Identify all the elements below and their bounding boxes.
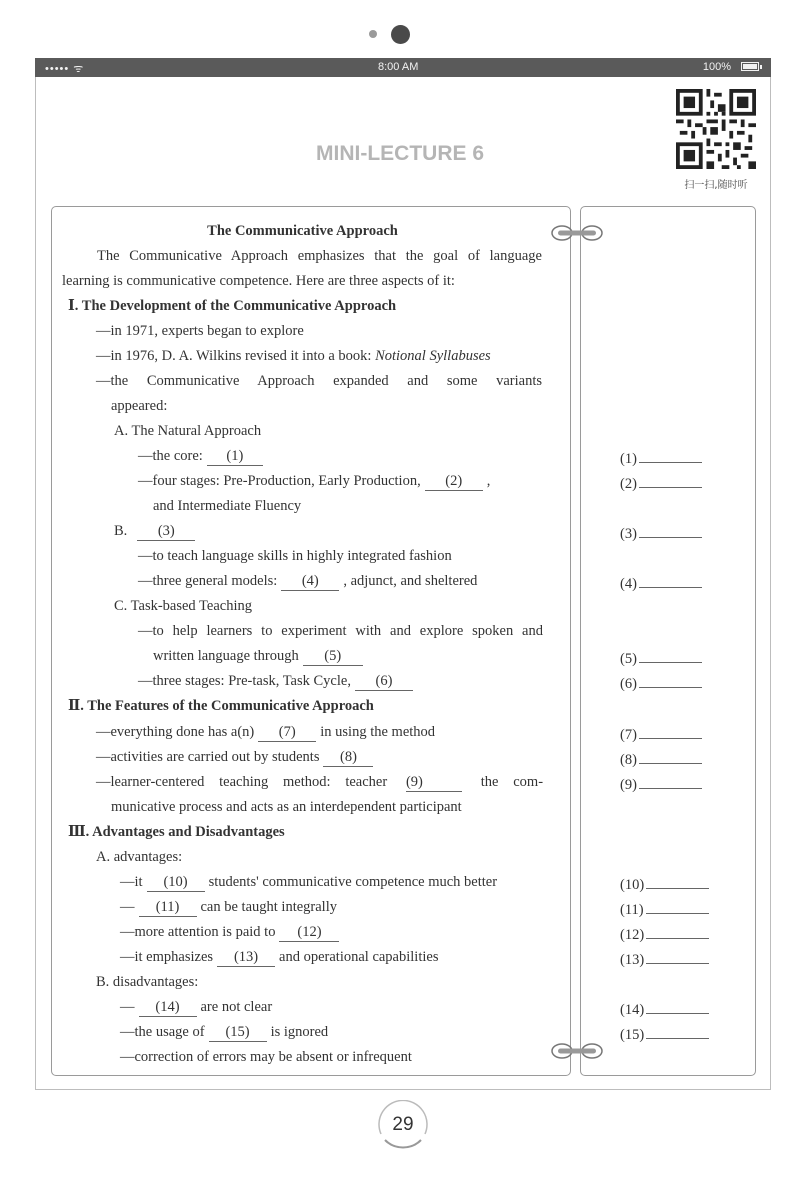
answer-line[interactable] [639, 724, 702, 739]
note-line [120, 923, 343, 942]
page-number: 29 [392, 1114, 414, 1135]
blank-12: (12) [279, 923, 339, 942]
answer-line[interactable] [646, 1024, 709, 1039]
note-text: students' communicative competence much better [208, 874, 498, 890]
note-text: —in 1976, D. A. Wilkins revised it into a book: [96, 348, 376, 364]
answer-slot[interactable] [620, 924, 709, 944]
answer-number: (14) [620, 1002, 645, 1018]
answer-number: (1) [620, 451, 637, 467]
blank-10: (10) [147, 873, 205, 892]
answer-slot[interactable] [620, 448, 702, 468]
note-line [138, 572, 477, 591]
answer-slot[interactable] [620, 999, 709, 1019]
answer-number: (15) [620, 1027, 645, 1043]
answer-line[interactable] [646, 874, 709, 889]
answer-number: (7) [620, 727, 637, 743]
blank-1: (1) [207, 447, 263, 466]
note-line [96, 723, 435, 742]
note-line: —the Communicative Approach expanded and some variants [96, 373, 542, 389]
note-line [138, 672, 417, 691]
subheading: B. disadvantages: [96, 974, 199, 990]
answer-slot[interactable] [620, 949, 709, 969]
section-number: Ⅰ. [68, 298, 79, 314]
note-text: —learner-centered teaching method: teacher [96, 774, 388, 790]
subheading: A. The Natural Approach [114, 423, 262, 439]
blank-8: (8) [323, 748, 373, 767]
note-text: in using the method [320, 724, 436, 740]
answer-line[interactable] [639, 774, 702, 789]
answer-number: (8) [620, 752, 637, 768]
note-text: —it emphasizes [120, 949, 214, 965]
note-text: —three stages: Pre-task, Task Cycle, [138, 673, 351, 689]
note-line: and Intermediate Fluency [153, 498, 302, 514]
answer-slot[interactable] [620, 774, 702, 794]
answer-number: (9) [620, 777, 637, 793]
answer-number: (10) [620, 877, 645, 893]
answer-line[interactable] [646, 999, 709, 1014]
note-text: —more attention is paid to [120, 924, 276, 940]
answer-slot[interactable] [620, 724, 702, 744]
note-text: —activities are carried out by students [96, 749, 320, 765]
lecture-title: The Communicative Approach [207, 223, 398, 239]
note-line [138, 472, 490, 491]
blank-9: (9) [406, 773, 462, 792]
camera-dot-small [369, 30, 377, 38]
answer-line[interactable] [646, 924, 709, 939]
answer-number: (2) [620, 476, 637, 492]
answer-number: (13) [620, 952, 645, 968]
note-text: —the core: [138, 448, 203, 464]
battery-icon [741, 62, 759, 71]
answer-slot[interactable] [620, 523, 702, 543]
blank-15: (15) [209, 1023, 267, 1042]
answer-slot[interactable] [620, 473, 702, 493]
note-text: is ignored [270, 1024, 329, 1040]
note-text: , [486, 473, 491, 489]
section-title: Advantages and Disadvantages [92, 824, 285, 840]
answer-number: (5) [620, 651, 637, 667]
note-line [96, 748, 377, 767]
subheading [114, 522, 199, 541]
blank-2: (2) [425, 472, 483, 491]
note-text: written language through [153, 648, 299, 664]
section-title: The Features of the Communicative Approach [87, 698, 374, 714]
note-line [120, 998, 272, 1017]
answer-slot[interactable] [620, 648, 702, 668]
page-title: MINI-LECTURE 6 [316, 142, 484, 165]
note-line [138, 447, 267, 466]
battery-percent: 100% [702, 61, 731, 73]
blank-11: (11) [139, 898, 197, 917]
note-line: —to teach language skills in highly integrated fashion [138, 548, 452, 564]
note-text: are not clear [200, 999, 273, 1015]
blank-14: (14) [139, 998, 197, 1017]
answer-slot[interactable] [620, 573, 702, 593]
answer-line[interactable] [639, 473, 702, 488]
note-line [96, 347, 491, 365]
answer-number: (12) [620, 927, 645, 943]
book-title: Notional Syllabuses [375, 348, 491, 364]
status-time: 8:00 AM [378, 61, 419, 73]
status-bar [35, 58, 771, 77]
intro-line: learning is communicative competence. Here are three aspects of it: [62, 273, 455, 289]
answer-line[interactable] [646, 949, 709, 964]
blank-5: (5) [303, 647, 363, 666]
camera-dot [391, 25, 410, 44]
answer-slot[interactable] [620, 673, 702, 693]
section-heading [68, 697, 374, 715]
section-heading [68, 297, 396, 315]
answer-slot[interactable] [620, 1024, 709, 1044]
note-line: municative process and acts as an interdependent participant [111, 799, 462, 815]
blank-7: (7) [258, 723, 316, 742]
note-line [120, 898, 337, 917]
note-text: the com- [480, 774, 544, 790]
note-line [153, 647, 367, 666]
note-text: , adjunct, and sheltered [343, 573, 478, 589]
note-line: appeared: [111, 398, 168, 414]
note-text: can be taught integrally [200, 899, 337, 915]
note-line [96, 773, 543, 792]
qr-caption: 扫一扫,随时听 [684, 180, 748, 191]
answer-line[interactable] [639, 448, 702, 463]
answer-line[interactable] [639, 673, 702, 688]
note-text: —four stages: Pre-Production, Early Production, [138, 473, 421, 489]
note-text: and operational capabilities [279, 949, 439, 965]
binder-ring-icon [548, 224, 606, 242]
note-text: —the usage of [120, 1024, 205, 1040]
section-title: The Development of the Communicative Approach [81, 298, 397, 314]
section-number: Ⅱ. [68, 698, 84, 714]
section-number: Ⅲ. [68, 824, 90, 840]
qr-code-icon[interactable] [676, 89, 756, 169]
answer-line[interactable] [639, 573, 702, 588]
blank-13: (13) [217, 948, 275, 967]
subheading-label: B. [114, 523, 128, 539]
answer-line[interactable] [639, 749, 702, 764]
signal-indicator: ••••• ᯤ [45, 63, 85, 75]
answer-number: (6) [620, 676, 637, 692]
note-text: —three general models: [138, 573, 278, 589]
note-line: —to help learners to experiment with and explore spoken and [138, 623, 543, 639]
answer-slot[interactable] [620, 749, 702, 769]
note-line [120, 1023, 328, 1042]
answer-slot[interactable] [620, 899, 709, 919]
blank-6: (6) [355, 672, 413, 691]
intro-line: The Communicative Approach emphasizes that the goal of language [97, 248, 542, 264]
note-line: —correction of errors may be absent or infrequent [120, 1049, 412, 1065]
answer-line[interactable] [639, 523, 702, 538]
note-text: —everything done has a(n) [96, 724, 255, 740]
answer-number: (4) [620, 576, 637, 592]
blank-3: (3) [137, 522, 195, 541]
note-text: —it [120, 874, 143, 890]
answer-number: (11) [620, 902, 644, 918]
subheading: C. Task-based Teaching [114, 598, 252, 614]
note-line [120, 873, 497, 892]
answer-line[interactable] [639, 648, 702, 663]
note-line: —in 1971, experts began to explore [96, 323, 304, 339]
note-text: — [120, 899, 135, 915]
answer-slot[interactable] [620, 874, 709, 894]
answer-number: (3) [620, 526, 637, 542]
subheading: A. advantages: [96, 849, 183, 865]
note-line [120, 948, 438, 967]
note-text: — [120, 999, 135, 1015]
blank-4: (4) [281, 572, 339, 591]
answer-panel [580, 206, 756, 1076]
section-heading [68, 823, 285, 841]
answer-line[interactable] [646, 899, 709, 914]
binder-ring-icon [548, 1042, 606, 1060]
